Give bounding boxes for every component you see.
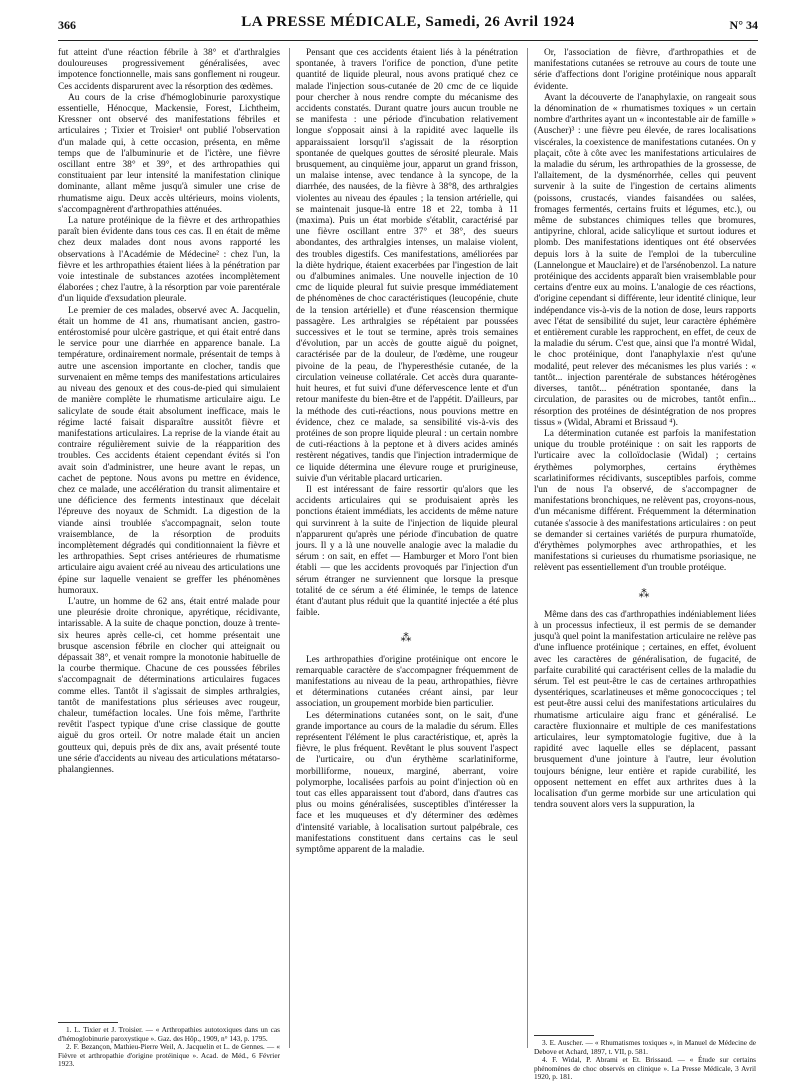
paragraph: fut atteint d'une réaction fébrile à 38° et d'arthralgies douloureuses progressivement généralisées, avec impotence fonctionnelle, mais sans gonflement ni rougeur. Ces accidents disparurent avec la résorption des œdèmes.: [58, 48, 280, 92]
paragraph: La détermination cutanée est parfois la manifestation unique du trouble protéinique : on sait les rapports de l'urticaire avec la colloïdoclasie (Widal) ; certains érythèmes polymorphes, certains érythèmes scarlatiniformes récidivants, susceptibles parfois, comme l'un de nous l'a observé, de s'accompagner de manifestations bronchiques, ne relèvent pas, croyons-nous, d'un mécanisme différent. Fréquemment la détermination cutanée s'associe à des manifestations articulaires : on peut se demander si certaines variétés de purpura rhumatoïde, d'érythèmes polymorphes avec arthropathies, et les manifestations si curieuses du rhumatisme psoriasique, ne relèvent pas essentiellement d'un trouble protéique.: [534, 428, 756, 574]
paragraph: Il est intéressant de faire ressortir qu'alors que les accidents articulaires qui se produisaient après les ponctions étaient immédiats, les accidents de même nature qui survinrent à la suite de l'injection de liquide pleural n'apparurent qu'après une période d'incubation de quatre jours. Il y a là une nouvelle analogie avec la maladie du sérum : on sait, en effet — Hamburger et Moro l'ont bien établi — que les accidents provoqués par l'injection d'un sérum étranger ne surviennent que lorsque la presque totalité de ce sérum a été éliminée, le temps de latence étant d'autant plus réduit que la quantité injectée a été plus faible.: [296, 484, 518, 619]
page-number: 366: [58, 18, 76, 32]
paragraph: La nature protéinique de la fièvre et des arthropathies paraît bien évidente dans tous ces cas. Il en était de même chez deux malades dont nous avons rapporté les observations à l'Académie de Médecine² : chez l'un, la fièvre et les arthropathies étaient liées à la pénétration par voie intestinale de substances azotées incomplètement élaborées ; chez l'autre, à la résorption par voie parentérale d'un liquide d'exsudation pleurale.: [58, 216, 280, 305]
paragraph: Les déterminations cutanées sont, on le sait, d'une grande importance au cours de la maladie du sérum. Elles représentent l'élément le plus caractéristique, et, après la fièvre, le plus fréquent. Revêtant le plus souvent l'aspect de l'urticaire, ou d'un érythème scarlatiniforme, morbilliforme, noueux, marginé, aberrant, voire polymorphe, localisées parfois au point d'injection où en tout cas elles apparaissent tout d'abord, dans d'autres cas plus ou moins généralisées, susceptibles d'intéresser la face et les muqueuses et d'y déterminer des œdèmes d'intensité variable, à localisation surtout palpébrale, ces manifestations constituent dans certains cas le seul symptôme apparent de la maladie.: [296, 710, 518, 856]
footnote: 1. L. Tixier et J. Troisier. — « Arthropathies autotoxiques dans un cas d'hémoglobinurie paroxystique ». Gaz. des Hôp., 1909, n° 143, p. 1795.: [58, 1025, 280, 1043]
section-separator: ⁂: [638, 587, 652, 600]
paragraph: Pensant que ces accidents étaient liés à la pénétration spontanée, à travers l'orifice de ponction, d'une petite quantité de liquide pleural, nous avons pratiqué chez ce malade l'injection sous-cutanée de 20 cmc de ce liquide pour chercher à nous rendre compte du mécanisme des accidents constatés. Durant quatre jours aucun trouble ne se manifesta : une période d'incubation relativement longue s'opposait ainsi à la rapidité avec laquelle ils apparaissaient lorsqu'il s'agissait de la résorption spontanée de quelques gouttes de sérosité pleurale. Mais brusquement, au cinquième jour, apparut un grand frisson, un malaise intense, avec tendance à la syncope, de la diarrhée, des nausées, de la fièvre à 38°8, des arthralgies violentes au niveau des épaules ; la tension artérielle, qui se maintenait jusque-là entre 18 et 22, tomba à 11 (maxima). Puis un état morbide s'établit, caractérisé par une fièvre oscillant entre 37° et 38°, des sueurs abondantes, des arthralgies intenses, un malaise violent, des troubles digestifs. Ces manifestations, améliorées par la diète hydrique, étaient exacerbées par l'ingestion de lait ou d'albumines animales. Une nouvelle injection de 10 cmc de liquide pleural fut suivie presque immédiatement de phénomènes de choc caractéristiques (leucopénie, chute de la tension artérielle) et d'une réascension thermique passagère. Les arthralgies se répétaient par poussées successives et le tout se termine, après trois semaines d'évolution, par un accès de goutte aiguë du poignet, caractérisée par de la douleur, de l'œdème, une rougeur pivoine de la peau, de l'hyperesthésie cutanée, de la circulation veineuse collatérale. Cet accès dura quarante-huit heures, et fut suivi d'une défervescence lente et d'un retour manifeste du bien-être et de l'appétit. D'ailleurs, par la méthode des cuti-réactions, nous pouvions mettre en évidence, chez ce malade, sa sensibilité vis-à-vis des protéines de son propre liquide pleural : un certain nombre de cuti-réactions à la peptone et à divers acides aminés restèrent négatives, tandis que l'injection intradermique de ce liquide détermina une élevure rouge et prurigineuse, suivie d'un véritable placard urticarien.: [296, 48, 518, 484]
paragraph: Au cours de la crise d'hémoglobinurie paroxystique essentielle, Hénocque, Mackensie, Forest, Lichtheim, Kressner ont observé des manifestations fébriles et articulaires ; Tixier et Troisier¹ ont publié l'observation d'un malade qui, à cette occasion, présenta, en même temps que de l'albuminurie et de l'ictère, une fièvre oscillant entre 38° et 39°, et des arthropathies qui constituaient par leur intensité la manifestation clinique dominante, allant même jusqu'à simuler une crise de rhumatisme aigu. Deux accès ultérieurs, moins violents, s'accompagnèrent d'arthropathies atténuées.: [58, 92, 280, 215]
journal-title: LA PRESSE MÉDICALE, Samedi, 26 Avril 1924: [241, 14, 575, 30]
footnote-rule: [534, 1035, 594, 1036]
footnotes-right: [534, 1035, 756, 1082]
paragraph: Or, l'association de fièvre, d'arthropathies et de manifestations cutanées se retrouve au cours de toute une série d'affections dont l'origine protéinique nous apparaît évidente.: [534, 48, 756, 92]
footnote: 4. F. Widal, P. Abrami et Et. Brissaud. — « Étude sur certains phénomènes de choc observés en clinique ». La Presse Médicale, 3 Avril 1920, p. 181.: [534, 1055, 756, 1082]
column-middle: [296, 48, 518, 1023]
column-left: [58, 48, 280, 1023]
column-divider: [527, 48, 528, 1048]
paragraph: L'autre, un homme de 62 ans, était entré malade pour une pleurésie droite chronique, apyrétique, récidivante, intarissable. A la suite de chaque ponction, douze à trente-six heures après celle-ci, cet homme présentait une brusque ascension fébrile en clocher qui atteignait ou dépassait 38°, et venait rompre la monotonie habituelle de la courbe thermique. Chacune de ces poussées fébriles s'accompagnait de déterminations articulaires fugaces comme elles. Tantôt il s'agissait de simples arthralgies, tantôt de manifestations plus sérieuses avec rougeur, chaleur, tuméfaction locales. Une fois même, l'arthrite revêtit l'aspect typique d'une crise classique de goutte aiguë du gros orteil. Or notre malade était un ancien goutteux qui, depuis près de dix ans, avait présenté toute une série d'accidents au niveau des articulations métatarso-phalangiennes.: [58, 596, 280, 775]
paragraph: Le premier de ces malades, observé avec A. Jacquelin, était un homme de 41 ans, rhumatisant ancien, gastro-entérostomisé pour ulcère gastrique, et qui était entré dans le service pour une diarrhée en apparence banale. La température, ordinairement normale, présentait de temps à autre une ascension importante en clocher, tandis que survenaient en même temps des manifestations articulaires au niveau des genoux et des cous-de-pied qui simulaient de manière complète le rhumatisme articulaire aigu. Le salicylate de soude était absolument inefficace, mais le régime lacté faisait disparaître aussitôt fièvre et manifestations articulaires. La reprise de la viande était au contraire régulièrement suivie de la réapparition des troubles. Ces accidents étaient cependant évités si l'on avait soin d'administrer, une heure avant le repas, un cachet de peptone. Nous avons pu mettre en évidence, chez ce malade, une accélération du transit alimentaire et une déficience des ferments intestinaux que décelait l'épreuve des noyaux de Schmidt. La digestion de la viande ainsi troublée s'accompagnait, selon toute vraisemblance, de la résorption de produits incomplètement dégradés qui conditionnaient la fièvre et les arthropathies. Sept crises antérieures de rhumatisme articulaire aigu avaient créé au niveau des articulations une épine sur laquelle venaient se greffer les phénomènes humoraux.: [58, 305, 280, 596]
issue-number: N° 34: [729, 18, 758, 32]
section-separator: ⁂: [400, 632, 414, 645]
column-right: [534, 48, 756, 1038]
footnote-rule: [58, 1022, 118, 1023]
paragraph: Les arthropathies d'origine protéinique ont encore le remarquable caractère de s'accompagner fréquemment de manifestations au niveau de la peau, arthropathies, fièvre et déterminations cutanées créant ainsi, par leur association, un groupement morbide bien particulier.: [296, 654, 518, 710]
column-divider: [289, 48, 290, 1048]
page-header: [58, 14, 758, 41]
footnote: 2. F. Bezançon, Mathieu-Pierre Weil, A. Jacquelin et L. de Gennes. — « Fièvre et arthropathie d'origine protéinique ». Acad. de Méd., 6 Février 1923.: [58, 1042, 280, 1069]
paragraph: Même dans des cas d'arthropathies indéniablement liées à un processus infectieux, il est permis de se demander jusqu'à quel point la manifestation articulaire ne relève pas d'une influence protéinique ; certaines, en effet, évoluent avec les caractères de généralisation, de fugacité, de parfaite curabilité qui caractérisent celles de la maladie du sérum. Tel est peut-être le cas de certaines arthropathies dysentériques, scarlatineuses et même gonococciques ; tel est peut-être aussi celui des manifestations articulaires du rhumatisme articulaire aigu franc et généralisé. Le caractère fluxionnaire et multiple de ces manifestations articulaires, leur symptomatologie fugitive, due à la rapidité avec laquelle elles se déplacent, passant brusquement d'une jointure à l'autre, leur évolution toujours bénigne, leur entière et rapide curabilité, les opposent nettement en effet aux arthrites dues à la localisation d'un germe morbide sur une articulation qui tendra souvent alors vers la suppuration, la: [534, 609, 756, 811]
footnote: 3. E. Auscher. — « Rhumatismes toxiques », in Manuel de Médecine de Debove et Achard, 1897, t. VII, p. 581.: [534, 1038, 756, 1056]
footnotes-left: [58, 1022, 280, 1069]
paragraph: Avant la découverte de l'anaphylaxie, on rangeait sous la dénomination de « rhumatismes toxiques » un certain nombre d'arthrites ayant un « incontestable air de famille » (Auscher)³ : une fièvre peu élevée, de rares localisations viscérales, la coexistence de manifestations cutanées. On y plaçait, côte à côte avec les manifestations articulaires de la maladie du sérum, les arthropathies de la grossesse, de l'allaitement, de la dysménorrhée, celles qui peuvent survenir à la suite de l'ingestion de certains aliments (poissons, crustacés, viandes faisandées ou salées, fromages fermentés, certains fruits et légumes, etc.), ou même de substances chimiques telles que bromures, antipyrine, chloral, acide salicylique et surtout iodures et plomb. Des manifestations identiques ont été observées depuis lors à la suite de l'emploi de la tuberculine (Lannelongue et Mauclaire) et de l'arsénobenzol. La nature protéinique des accidents apparaît bien vraisemblable pour certains d'entre eux au moins. L'analogie de ces réactions, d'origine cependant si différente, leur identité clinique, leur indépendance vis-à-vis de la notion de dose, leurs rapports avec l'état de sensibilité du sujet, leur caractère éphémère et entièrement curable les rapprochent, en effet, de ceux de la maladie du sérum. C'est que, ainsi que l'a montré Widal, le choc protéinique, dont l'anaphylaxie n'est qu'une modalité, peut relever des mécanismes les plus variés : « tantôt... injection parentérale de substances hétérogènes diverses, tantôt... pénétration spontanée, dans la circulation, de parasites ou de microbes, tantôt enfin... résorption des protéines de désintégration de nos propres tissus » (Widal, Abrami et Brissaud ⁴).: [534, 92, 757, 428]
